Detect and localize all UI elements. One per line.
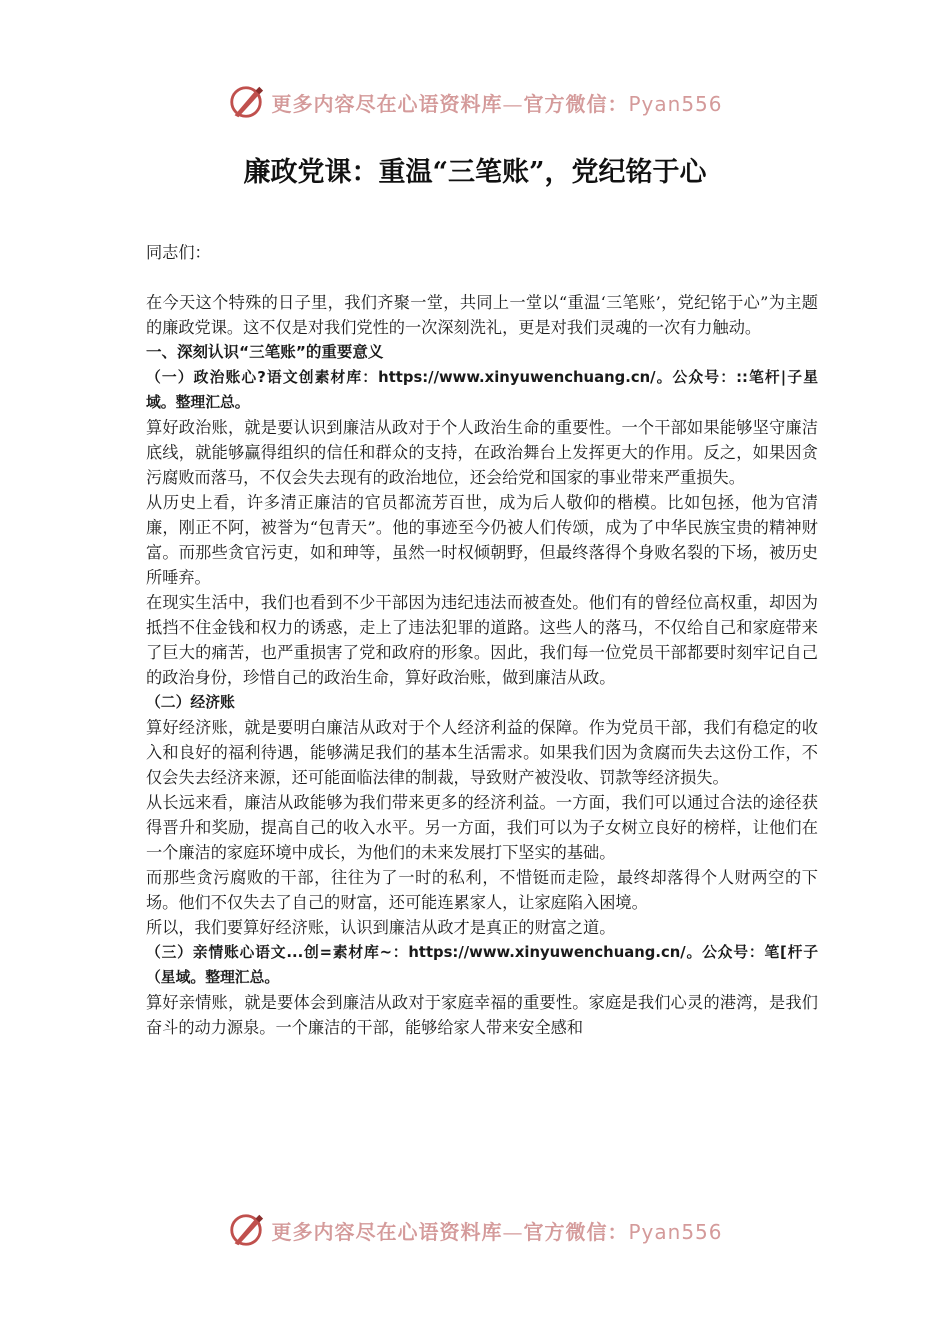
subsection-heading-political: （一）政治账心?语文创素材库：https://www.xinyuwenchuang.cn/。公众号：::笔杆|子星域。整理汇总。 bbox=[146, 369, 818, 411]
paragraph: 所以，我们要算好经济账，认识到廉洁从政才是真正的财富之道。 bbox=[146, 918, 616, 937]
intro-paragraph: 在今天这个特殊的日子里，我们齐聚一堂，共同上一堂以“重温‘三笔账’，党纪铭于心”为主题的廉政党课。这不仅是对我们党性的一次深刻洗礼，更是对我们灵魂的一次有力触动。 bbox=[146, 293, 818, 337]
greeting: 同志们： bbox=[146, 243, 211, 262]
header-banner-text: 更多内容尽在心语资料库—官方微信：Pyan556 bbox=[271, 91, 723, 116]
paragraph: 在现实生活中，我们也看到不少干部因为违纪违法而被查处。他们有的曾经位高权重，却因为抵挡不住金钱和权力的诱惑，走上了违法犯罪的道路。这些人的落马，不仅给自己和家庭带来了巨大的痛苦，也严重损害了党和政府的形象。因此，我们每一位党员干部都要时刻牢记自己的政治身份，珍惜自己的政治生命，算好政治账，做到廉洁从政。 bbox=[146, 593, 818, 687]
paragraph: 从历史上看，许多清正廉洁的官员都流芳百世，成为后人敬仰的楷模。比如包拯，他为官清廉，刚正不阿，被誉为“包青天”。他的事迹至今仍被人们传颂，成为了中华民族宝贵的精神财富。而那些贪官污吏，如和珅等，虽然一时权倾朝野，但最终落得个身败名裂的下场，被历史所唾弃。 bbox=[146, 493, 818, 587]
header-banner bbox=[0, 82, 950, 122]
paragraph: 从长远来看，廉洁从政能够为我们带来更多的经济利益。一方面，我们可以通过合法的途径获得晋升和奖励，提高自己的收入水平。另一方面，我们可以为子女树立良好的榜样，让他们在一个廉洁的家庭环境中成长，为他们的未来发展打下坚实的基础。 bbox=[146, 793, 818, 862]
page-title: 廉政党课：重温“三笔账”，党纪铭于心 bbox=[243, 157, 707, 188]
paragraph: 算好亲情账，就是要体会到廉洁从政对于家庭幸福的重要性。家庭是我们心灵的港湾，是我们奋斗的动力源泉。一个廉洁的干部，能够给家人带来安全感和 bbox=[146, 993, 818, 1037]
subsection-heading-economic: （二）经济账 bbox=[146, 694, 235, 711]
section-heading: 一、深刻认识“三笔账”的重要意义 bbox=[146, 343, 384, 361]
pen-logo-icon bbox=[227, 1211, 265, 1249]
paragraph: 而那些贪污腐败的干部，往往为了一时的私利，不惜铤而走险，最终却落得个人财两空的下场。他们不仅失去了自己的财富，还可能连累家人，让家庭陷入困境。 bbox=[146, 868, 818, 912]
pen-logo-icon bbox=[227, 83, 265, 121]
document-body bbox=[146, 240, 818, 1040]
paragraph: 算好政治账，就是要认识到廉洁从政对于个人政治生命的重要性。一个干部如果能够坚守廉洁底线，就能够赢得组织的信任和群众的支持，在政治舞台上发挥更大的作用。反之，如果因贪污腐败而落马，不仅会失去现有的政治地位，还会给党和国家的事业带来严重损失。 bbox=[146, 418, 818, 487]
footer-banner-text: 更多内容尽在心语资料库—官方微信：Pyan556 bbox=[271, 1219, 723, 1244]
subsection-heading-family: （三）亲情账心语文...创=素材库~：https://www.xinyuwenchuang.cn/。公众号：笔[杆子（星域。整理汇总。 bbox=[146, 944, 818, 986]
paragraph: 算好经济账，就是要明白廉洁从政对于个人经济利益的保障。作为党员干部，我们有稳定的收入和良好的福利待遇，能够满足我们的基本生活需求。如果我们因为贪腐而失去这份工作，不仅会失去经济来源，还可能面临法律的制裁，导致财产被没收、罚款等经济损失。 bbox=[146, 718, 818, 787]
footer-banner bbox=[0, 1210, 950, 1250]
